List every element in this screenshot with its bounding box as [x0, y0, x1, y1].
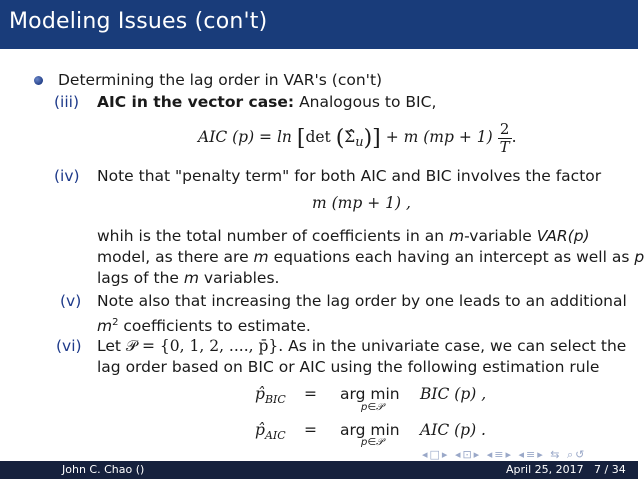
- item-iii-label: (iii): [54, 93, 80, 111]
- math-var: VAR(p): [536, 227, 590, 245]
- bic-subscript: BIC: [264, 393, 286, 407]
- nav-search-icon[interactable]: ⌕↺: [566, 448, 587, 461]
- text-span: model, as there are: [97, 248, 254, 266]
- aic-argmin-sub: p∈𝒫: [361, 437, 384, 448]
- footer-author: John C. Chao (): [62, 463, 145, 476]
- bic-equals: =: [304, 385, 317, 403]
- nav-align-icon[interactable]: ⇆: [550, 448, 562, 461]
- text-span: variables.: [199, 269, 280, 287]
- bic-argmin: [340, 384, 400, 404]
- footer-bar: [0, 461, 638, 479]
- item-iv-label: (iv): [54, 167, 80, 185]
- nav-next-icon[interactable]: ◂≡▸: [518, 448, 545, 461]
- aic-eq-mid: + m (mp + 1): [385, 128, 493, 146]
- aic-eq-fraction: [498, 121, 512, 156]
- nav-section-icon[interactable]: ◂≡▸: [486, 448, 513, 461]
- item-iii-rest: Analogous to BIC,: [299, 93, 437, 111]
- item-vi-line2: lag order based on BIC or AIC using the following estimation rule: [97, 358, 600, 376]
- nav-prev-icon[interactable]: ◂⊡▸: [454, 448, 482, 461]
- factor-expression: m (mp + 1) ,: [312, 194, 411, 212]
- math-m: m: [449, 227, 465, 245]
- bullet-text: Determining the lag order in VAR's (con't): [58, 71, 383, 89]
- item-v-label: (v): [60, 292, 82, 310]
- footer-page: 7 / 34: [594, 463, 626, 476]
- item-iv-para-line1: [97, 226, 590, 246]
- bic-rule: [255, 384, 286, 410]
- item-v-line2: [97, 313, 311, 336]
- text-span: coefficients to estimate.: [118, 317, 311, 336]
- slide-title: Modeling Issues (con't): [9, 9, 268, 34]
- superscript: 2: [112, 317, 119, 328]
- bullet-icon: [34, 76, 43, 85]
- item-iii-bold: AIC in the vector case:: [97, 93, 295, 111]
- set-notation: 𝒫 = {0, 1, 2, ...., p̄}.: [125, 337, 284, 355]
- aic-eq-lhs: AIC (p) = ln: [198, 128, 292, 146]
- item-vi-line1: [97, 336, 626, 356]
- aic-equals: =: [304, 421, 317, 439]
- aic-subscript: AIC: [264, 429, 286, 443]
- item-iv-text: Note that "penalty term" for both AIC and BIC involves the factor: [97, 167, 602, 185]
- aic-eq-num: 2: [498, 121, 512, 139]
- item-vi-label: (vi): [56, 337, 82, 355]
- nav-first-icon[interactable]: ◂□▸: [422, 448, 450, 461]
- argmin-text: arg min: [340, 385, 400, 403]
- text-span: whih is the total number of coefficients in an: [97, 227, 449, 245]
- item-iv-para-line3: [97, 268, 279, 288]
- aic-eq-sub: u: [355, 135, 364, 151]
- bic-argmin-sub: p∈𝒫: [361, 402, 384, 413]
- text-span: As in the univariate case, we can select the: [283, 337, 627, 355]
- aic-equation: AIC (p) = ln [det $(\Sigmâ_u)] + m$ (mp + 1) $\frac{2}{T}$ .: [198, 119, 517, 156]
- text-span: -variable: [464, 227, 537, 245]
- item-iii-text: [97, 92, 436, 112]
- item-iv-para-line2: [97, 247, 644, 267]
- text-span: Let: [97, 337, 126, 355]
- aic-eq-sigma: Σ̂: [344, 128, 356, 146]
- text-span: equations each having an intercept as well as: [268, 248, 635, 266]
- phat: p̂: [255, 421, 265, 439]
- argmin-text: arg min: [340, 421, 400, 439]
- aic-eq-end: .: [511, 128, 517, 146]
- aic-eq-det: det: [305, 128, 331, 146]
- text-span: lags of the: [97, 269, 184, 287]
- footer-date: April 25, 2017: [506, 463, 584, 476]
- aic-rule: [255, 420, 286, 446]
- phat: p̂: [255, 385, 265, 403]
- math-m: m: [97, 317, 113, 336]
- aic-rhs: AIC (p) .: [420, 421, 486, 439]
- bic-rhs: BIC (p) ,: [420, 385, 487, 403]
- aic-eq-den: T: [499, 137, 510, 156]
- title-bar: [0, 0, 638, 49]
- math-m: m: [253, 248, 269, 266]
- beamer-nav: [422, 448, 586, 462]
- math-p: p: [634, 248, 644, 266]
- item-v-line1: Note also that increasing the lag order by one leads to an additional: [97, 292, 627, 310]
- math-m: m: [183, 269, 199, 287]
